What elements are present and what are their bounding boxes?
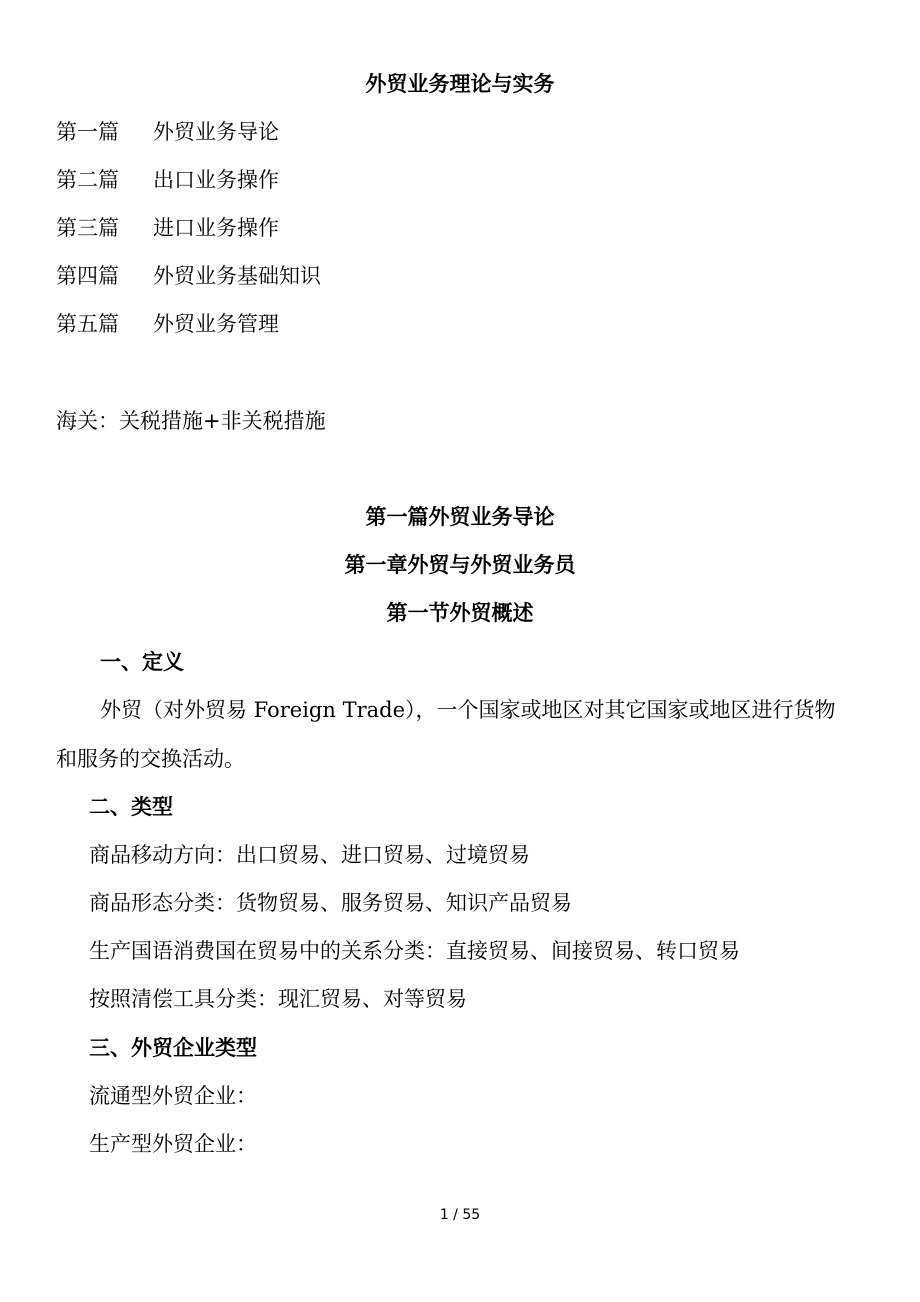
definition-text-line: 和服务的交换活动。 <box>56 747 245 771</box>
toc-item-title: 外贸业务导论 <box>153 120 279 144</box>
toc-item-number: 第一篇 <box>56 120 119 144</box>
page-number: 1 / 55 <box>439 1207 481 1223</box>
toc-item-number: 第五篇 <box>56 312 119 336</box>
document-title: 外贸业务理论与实务 <box>365 71 555 96</box>
toc-item-title: 出口业务操作 <box>153 168 279 192</box>
type-item: 商品移动方向：出口贸易、进口贸易、过境贸易 <box>89 843 530 867</box>
part-heading: 第一篇外贸业务导论 <box>365 504 555 529</box>
toc-item-number: 第四篇 <box>56 264 119 288</box>
toc-item-number: 第三篇 <box>56 216 119 240</box>
types-heading: 二、类型 <box>89 794 173 819</box>
definition-text-line: 外贸（对外贸易 Foreign Trade），一个国家或地区对其它国家或地区进行货物 <box>100 698 836 722</box>
section-heading: 第一节外贸概述 <box>386 600 534 625</box>
toc-item-number: 第二篇 <box>56 168 119 192</box>
toc-item <box>56 262 321 290</box>
type-item: 商品形态分类：货物贸易、服务贸易、知识产品贸易 <box>89 891 572 915</box>
toc-item-title: 外贸业务基础知识 <box>153 264 321 288</box>
definition-heading: 一、定义 <box>100 649 184 674</box>
enterprise-types-heading: 三、外贸企业类型 <box>89 1035 257 1060</box>
toc-item <box>56 310 279 338</box>
toc-item-title: 外贸业务管理 <box>153 312 279 336</box>
toc-item <box>56 118 279 146</box>
enterprise-type-item: 流通型外贸企业： <box>89 1084 257 1108</box>
customs-note: 海关：关税措施+非关税措施 <box>56 409 326 433</box>
type-item: 生产国语消费国在贸易中的关系分类：直接贸易、间接贸易、转口贸易 <box>89 939 740 963</box>
toc-item <box>56 214 279 242</box>
toc-item-title: 进口业务操作 <box>153 216 279 240</box>
type-item: 按照清偿工具分类：现汇贸易、对等贸易 <box>89 987 467 1011</box>
toc-item <box>56 166 279 194</box>
chapter-heading: 第一章外贸与外贸业务员 <box>344 552 576 577</box>
enterprise-type-item: 生产型外贸企业： <box>89 1132 257 1156</box>
